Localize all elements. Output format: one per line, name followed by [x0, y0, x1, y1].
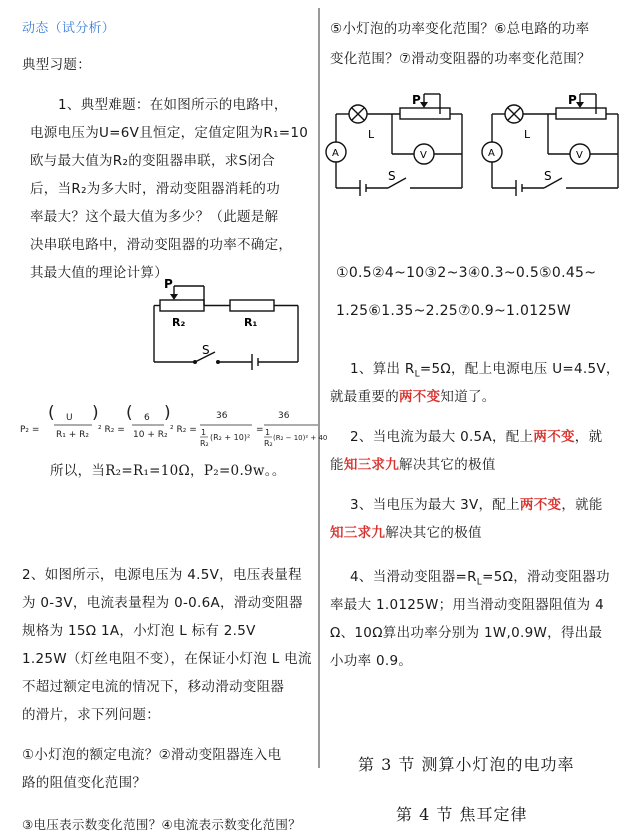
step-1-text: 就最重要的 — [330, 389, 399, 405]
step-4-text: 4、当滑动变阻器=R — [350, 569, 477, 585]
problem-1-line: 后，当R₂为多大时，滑动变阻器消耗的功 — [30, 181, 280, 197]
formula-paren: ) — [164, 403, 171, 423]
step-4-text: =5Ω，滑动变阻器功 — [482, 569, 610, 585]
question-line: 变化范围？⑦滑动变阻器的功率变化范围？ — [330, 51, 591, 67]
step-3-text: ，就能 — [561, 497, 603, 513]
problem-1-line: 决串联电路中，滑动变阻器的功率不确定， — [30, 237, 293, 253]
problem-2-line: 的滑片，求下列问题： — [22, 707, 160, 723]
problem-2-line: 1.25W（灯丝电阻不变），在保证小灯泡 L 电流 — [22, 651, 312, 667]
section-3-heading: 第 3 节 测算小灯泡的电功率 — [358, 755, 575, 774]
step-3-cont — [330, 520, 482, 546]
switch-label: S — [544, 169, 552, 183]
step-2-text: 解决其它的极值 — [399, 457, 496, 473]
highlight-two-constants: 两不变 — [519, 497, 562, 513]
section-4-heading: 第 4 节 焦耳定律 — [396, 805, 528, 824]
formula-lhs: P₂ = — [20, 425, 40, 435]
r1-label: R₁ — [244, 316, 258, 329]
highlight-know-three: 知三求九 — [343, 457, 400, 473]
answer-line: 1.25⑥1.35~2.25⑦0.9~1.0125W — [336, 303, 571, 319]
step-1-text: =5Ω，配上电源电压 U=4.5V， — [419, 361, 620, 377]
formula-den: 1 — [265, 428, 271, 437]
power-formula — [20, 403, 328, 454]
step-3 — [350, 492, 603, 518]
conclusion: 所以，当R₂=R₁=10Ω，P₂=0.9w。。 — [50, 463, 286, 479]
formula-den: 10 + R₂ — [133, 430, 168, 440]
switch-label: S — [202, 343, 210, 357]
formula-den: R₁ + R₂ — [56, 430, 89, 440]
step-1-text: 1、算出 R — [350, 361, 415, 377]
problem-2-line: 为 0-3V，电流表量程为 0-0.6A，滑动变阻器 — [22, 595, 303, 611]
step-2 — [350, 424, 602, 450]
formula-den: (R₂ − 10)² + 40 — [273, 434, 328, 442]
subtitle: 典型习题： — [22, 57, 91, 73]
step-1-sub: L — [414, 369, 420, 380]
formula-den: 1 — [201, 428, 207, 437]
step-2-text: 能 — [330, 457, 344, 473]
slider-label: P — [412, 93, 421, 107]
series-circuit-diagram — [140, 272, 310, 382]
r2-label: R₂ — [172, 316, 186, 329]
step-2-cont — [330, 452, 496, 478]
problem-1-line: 其最大值的理论计算） — [30, 265, 168, 281]
highlight-know-three: 知三求九 — [330, 525, 386, 541]
problem-1-line: 欧与最大值为R₂的变阻器串联，求S闭合 — [30, 153, 276, 169]
step-3-text: 解决其它的极值 — [385, 525, 482, 541]
formula-eq: = — [256, 425, 264, 435]
slider-label: P — [164, 277, 173, 291]
highlight-two-constants: 两不变 — [399, 389, 441, 405]
right-column — [322, 0, 640, 838]
step-4-line: 小功率 0.9。 — [330, 653, 413, 669]
formula-den: R₂ — [200, 439, 209, 448]
lamp-label: L — [524, 128, 531, 141]
formula-num: 36 — [216, 411, 228, 421]
highlight-two-constants: 两不变 — [533, 429, 575, 445]
problem-1-line: 率最大？这个最大值为多少？（此题是解 — [30, 209, 279, 225]
formula-den: (R₂ + 10)² — [210, 433, 251, 442]
ammeter-label: A — [332, 148, 339, 159]
problem-1-line: 电源电压为U=6V且恒定，定值定阻为R₁=10 — [30, 125, 309, 141]
problem-2-line: 2、如图所示，电源电压为 4.5V，电压表量程 — [22, 567, 302, 583]
step-1 — [350, 356, 620, 388]
question-line: ①小灯泡的额定电流？②滑动变阻器连入电 — [22, 747, 282, 763]
step-3-text: 3、当电压为最大 3V，配上 — [350, 497, 520, 513]
formula-op: ² R₂ = — [98, 425, 125, 435]
formula-paren: ( — [48, 403, 55, 423]
formula-num: 36 — [278, 411, 290, 421]
ammeter-label: A — [488, 148, 495, 159]
lamp-circuit-diagram-left — [322, 92, 472, 202]
step-4 — [350, 564, 610, 596]
step-1-cont — [330, 384, 496, 410]
step-2-text: ，就 — [574, 429, 603, 445]
section-header: 动态（试分析） — [22, 21, 116, 36]
voltmeter-label: V — [420, 150, 427, 161]
formula-op: ² R₂ = — [170, 425, 197, 435]
problem-1-line: 1、典型难题：在如图所示的电路中， — [58, 97, 288, 113]
formula-num: U — [66, 413, 73, 423]
step-4-line: Ω、10Ω算出功率分别为 1W,0.9W，得出最 — [330, 625, 603, 641]
question-line: ③电压表示数变化范围？④电流表示数变化范围？ — [22, 817, 302, 832]
lamp-circuit-diagram-right — [478, 92, 628, 202]
step-4-line: 率最大 1.0125W；用当滑动变阻器阻值为 4 — [330, 597, 604, 613]
formula-paren: ( — [126, 403, 133, 423]
switch-label: S — [388, 169, 396, 183]
question-line: ⑤小灯泡的功率变化范围？⑥总电路的功率 — [330, 21, 590, 37]
step-1-text: 知道了。 — [440, 389, 496, 405]
formula-paren: ) — [92, 403, 99, 423]
step-2-text: 2、当电流为最大 0.5A，配上 — [350, 429, 534, 445]
formula-den: R₂ — [264, 439, 273, 448]
problem-2-line: 规格为 15Ω 1A，小灯泡 L 标有 2.5V — [22, 623, 256, 639]
question-line: 路的阻值变化范围？ — [22, 775, 147, 791]
step-4-sub: L — [476, 577, 483, 588]
formula-num: 6 — [144, 413, 150, 423]
answer-line: ①0.5②4~10③2~3④0.3~0.5⑤0.45~ — [336, 265, 597, 281]
lamp-label: L — [368, 128, 375, 141]
problem-2-line: 不超过额定电流的情况下，移动滑动变阻器 — [22, 679, 285, 695]
column-divider — [318, 8, 320, 768]
slider-label: P — [568, 93, 577, 107]
voltmeter-label: V — [576, 150, 583, 161]
